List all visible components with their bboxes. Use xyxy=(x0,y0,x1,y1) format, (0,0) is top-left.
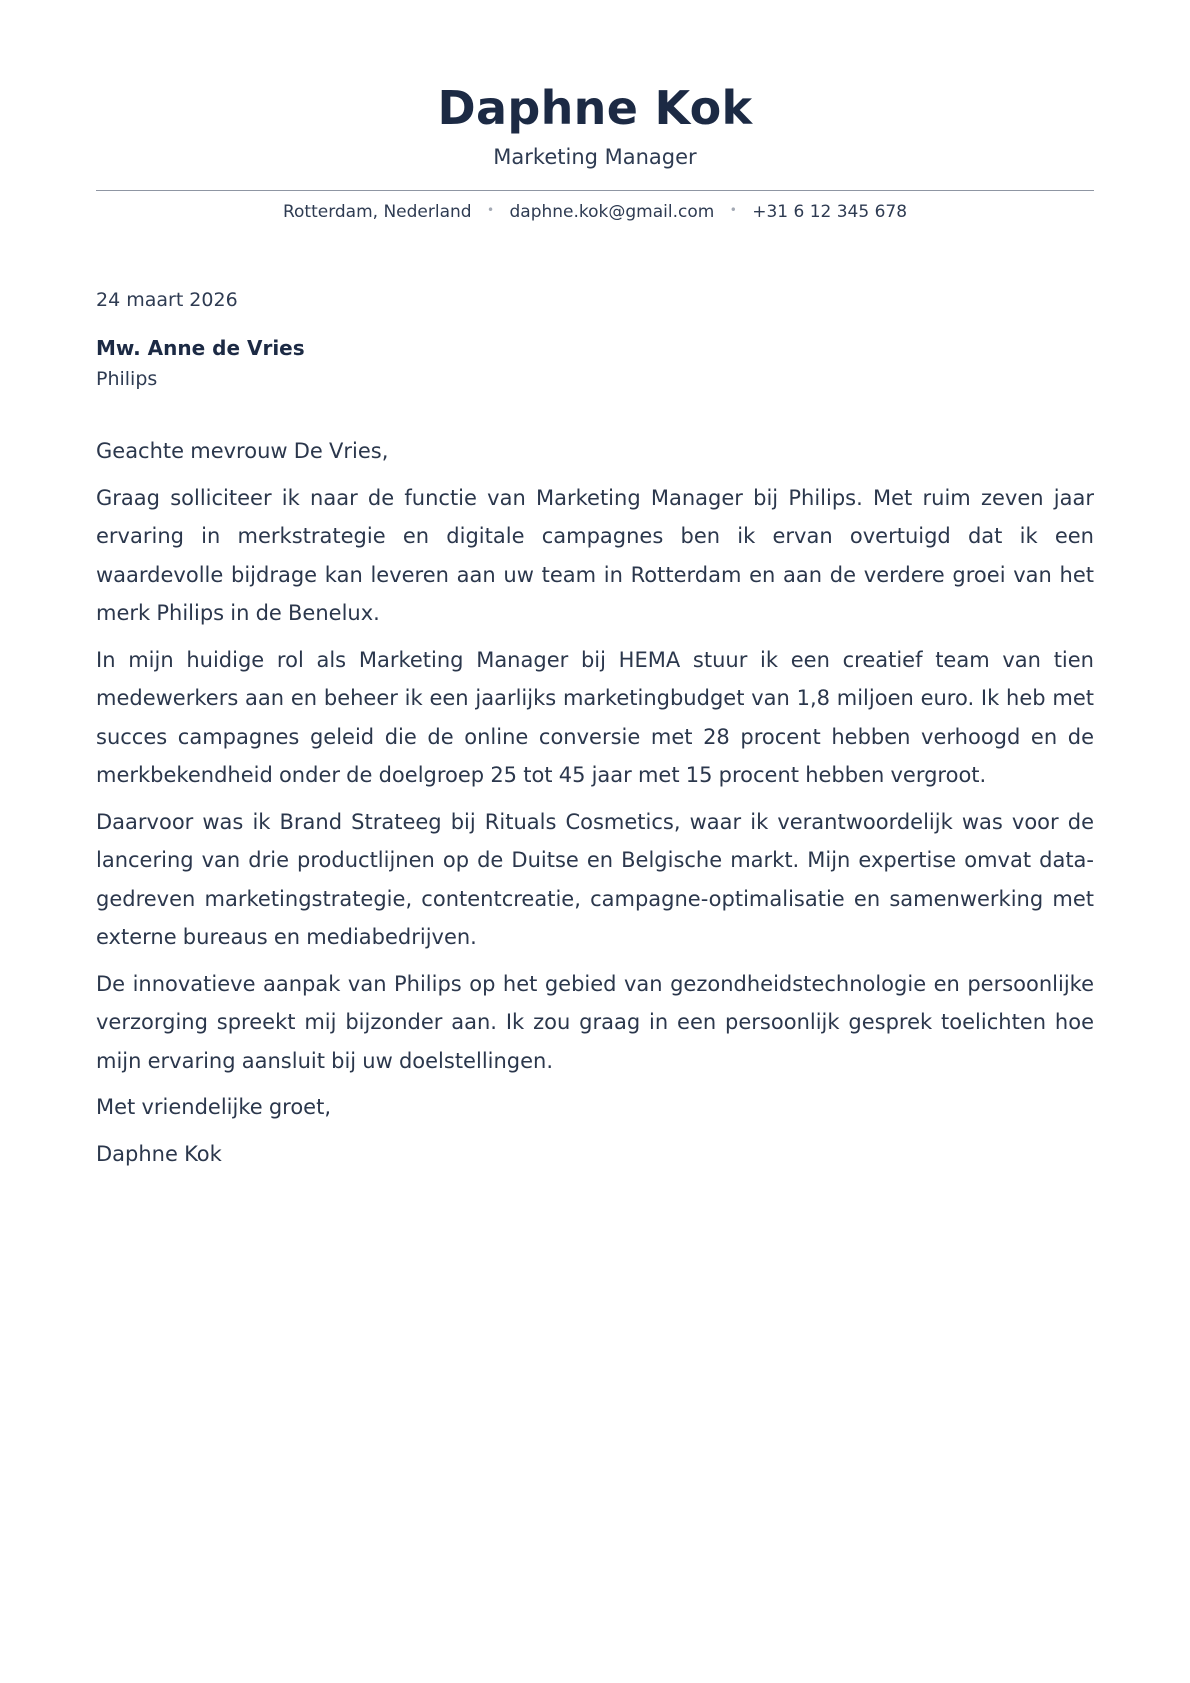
letter-body xyxy=(96,432,1094,1181)
contact-phone[interactable]: +31 6 12 345 678 xyxy=(752,202,908,222)
body-paragraph: Daarvoor was ik Brand Strateeg bij Rituals Cosmetics, waar ik verantwoordelijk was voor de lancering van drie productlijnen op de Duitse en Belgische markt. Mijn expertise omvat data-gedreven marketingstrategie, contentcreatie, campagne-optimalisatie en samenwerking met externe bureaus en mediabedrijven. xyxy=(96,809,1094,949)
contact-email[interactable]: daphne.kok@gmail.com xyxy=(509,202,715,222)
contact-separator-dot: • xyxy=(487,203,495,217)
contact-separator-dot: • xyxy=(729,203,737,217)
recipient-name: Mw. Anne de Vries xyxy=(96,336,305,360)
body-paragraph: Graag solliciteer ik naar de functie van Marketing Manager bij Philips. Met ruim zeven jaar ervaring in merkstrategie en digitale campagnes ben ik ervan overtuigd dat ik een waardevolle bijdrage kan leveren aan uw team in Rotterdam en aan de verdere groei van het merk Philips in de Benelux. xyxy=(96,485,1094,625)
letter-date: 24 maart 2026 xyxy=(96,289,238,311)
salutation: Geachte mevrouw De Vries, xyxy=(96,439,389,463)
signature: Daphne Kok xyxy=(96,1141,222,1166)
letter-header xyxy=(96,80,1094,170)
recipient-company: Philips xyxy=(96,368,158,390)
contact-line xyxy=(96,200,1094,224)
recipient-block xyxy=(96,335,305,391)
body-paragraph: De innovatieve aanpak van Philips op het gebied van gezondheidstechnologie en persoonlijke verzorging spreekt mij bijzonder aan. Ik zou graag in een persoonlijk gesprek toelichten hoe mijn ervaring aansluit bij uw doelstellingen. xyxy=(96,971,1094,1073)
header-divider xyxy=(96,190,1094,191)
closing: Met vriendelijke groet, xyxy=(96,1095,332,1119)
sender-name: Daphne Kok xyxy=(437,81,753,135)
contact-location: Rotterdam, Nederland xyxy=(282,202,472,222)
body-paragraph: In mijn huidige rol als Marketing Manager bij HEMA stuur ik een creatief team van tien medewerkers aan en beheer ik een jaarlijks marketingbudget van 1,8 miljoen euro. Ik heb met succes campagnes geleid die de online conversie met 28 procent hebben verhoogd en de merkbekendheid onder de doelgroep 25 tot 45 jaar met 15 procent hebben vergroot. xyxy=(96,647,1094,787)
sender-job-title: Marketing Manager xyxy=(493,145,697,169)
